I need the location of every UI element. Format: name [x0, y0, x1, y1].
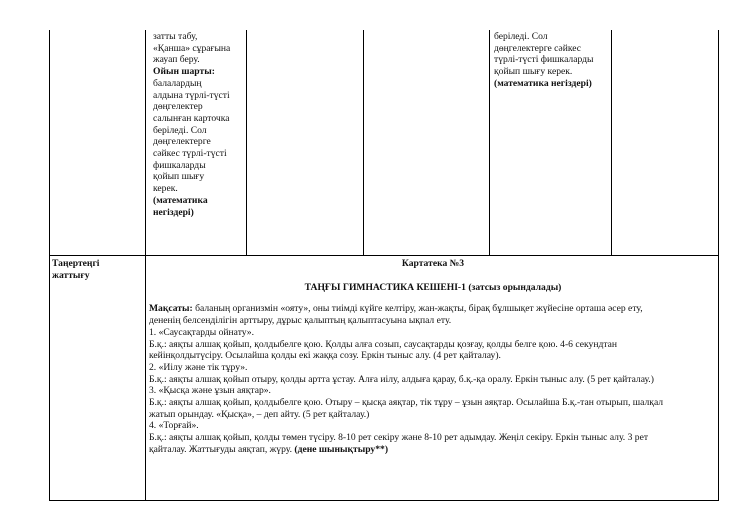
conditions-line: дөңгелектерге	[153, 136, 211, 148]
last-line-text: қайталау. Жаттығуды аяқтап, жүру.	[149, 443, 292, 455]
conditions-line: керек.	[153, 183, 178, 195]
last-line-integration: (дене шынықтыру**)	[294, 443, 389, 455]
morning-exercise-label	[52, 258, 144, 281]
exercise-line: 1. «Саусақтарды ойнату».	[149, 326, 254, 338]
exercise-line: Б.қ.: аяқты алшақ қойып, қолды төмен түсіру. 8-10 рет секіру және 8-10 рет адымдау. Жеңіл секіру. Еркін тыныс алу. 3 рет	[149, 432, 649, 444]
right-text-line: түрлі-түсті фишкаларды	[494, 54, 594, 66]
exercise-line: кейінқолдытүсіру. Осылайша қолды екі жаққа созу. Еркін тыныс алу. (4 рет қайталау).	[149, 350, 501, 362]
game-cell	[153, 31, 243, 218]
exercise-line: 3. «Қысқа және ұзын аяқтар».	[149, 385, 271, 397]
label-line: жаттығу	[52, 269, 90, 281]
exercise-line: Б.қ.: аяқты алшақ қойып отыру, қолды артта ұстау. Алға иілу, алдыға қарау, б.қ.-қа оралу. Еркін тыныс алу. (5 рет қайталау.)	[149, 373, 654, 385]
right-text-line: дөңгелектерге сәйкес	[494, 42, 581, 54]
table-border-left	[49, 30, 50, 501]
column-divider-1	[145, 30, 146, 501]
label-line: Таңертеңгі	[52, 258, 100, 269]
conditions-line: сәйкес түрлі-түсті	[153, 148, 227, 160]
right-text-line: қойып шығу керек.	[494, 66, 573, 78]
column-divider-5	[611, 30, 612, 256]
right-game-cell	[494, 31, 609, 90]
column-divider-4	[489, 30, 490, 256]
row-divider	[49, 255, 719, 256]
conditions-line: фишкаларды	[153, 159, 206, 171]
right-text-line: беріледі. Сол	[494, 31, 548, 42]
plan-table	[49, 30, 719, 501]
goal-label: Мақсаты:	[149, 303, 193, 315]
exercise-line: 2. «Иілу және тік тұру».	[149, 361, 248, 373]
conditions-line: дөңгелектер	[153, 101, 203, 113]
game-text-line: жауап беру.	[153, 54, 200, 66]
exercise-title	[149, 282, 717, 294]
exercise-line: Б.қ.: аяқты алшақ қойып, қолдыбелге қою. Отыру – қысқа аяқтар, тік тұру – ұзын аяқтар. Осылайша Б.қ.-тан отырып, шалқал	[149, 397, 664, 409]
integration-label: (математика	[153, 194, 208, 206]
conditions-line: балалардың	[153, 77, 202, 89]
right-integration-label: (математика негіздері)	[494, 77, 592, 89]
exercise-content	[149, 258, 717, 456]
game-text-line: затты табу,	[153, 31, 198, 42]
title-note: (затсыз орындалады)	[468, 281, 562, 293]
exercise-line: жатып орындау. «Қысқа», – деп айту. (5 рет қайталау.)	[149, 408, 370, 420]
column-divider-2	[246, 30, 247, 256]
goal-line	[149, 303, 717, 315]
conditions-label: Ойын шарты:	[153, 66, 215, 78]
conditions-line: қойып шығу	[153, 171, 205, 183]
exercise-line: Б.қ.: аяқты алшақ қойып, қолдыбелге қою. Қолды алға созып, саусақтарды қозғау, қолды белге қою. 4-6 секундтан	[149, 338, 618, 350]
exercise-line: 4. «Торғай».	[149, 420, 199, 432]
conditions-line: алдына түрлі-түсті	[153, 89, 230, 101]
conditions-line: салынған карточка	[153, 112, 230, 124]
table-border-right	[718, 30, 719, 501]
exercise-line: дененің белсенділігін арттыру, дұрыс қалыптың қалыптасуына ықпал ету.	[149, 315, 452, 327]
column-divider-3	[363, 30, 364, 256]
goal-text: баланың организмін «ояту», оны тиімді күйге келтіру, жан-жақты, бірақ бұлшықет жүйесіне орташа әсер ету,	[192, 303, 643, 315]
title-text: ТАҢҒЫ ГИМНАСТИКА КЕШЕНІ-1	[304, 281, 466, 293]
conditions-line: беріледі. Сол	[153, 124, 207, 136]
card-number: Картатека №3	[401, 258, 465, 269]
integration-label: негіздері)	[153, 206, 194, 218]
game-text-line: «Қанша» сұрағына	[153, 42, 231, 54]
exercise-last-line	[149, 444, 717, 456]
table-border-bottom	[49, 500, 719, 501]
